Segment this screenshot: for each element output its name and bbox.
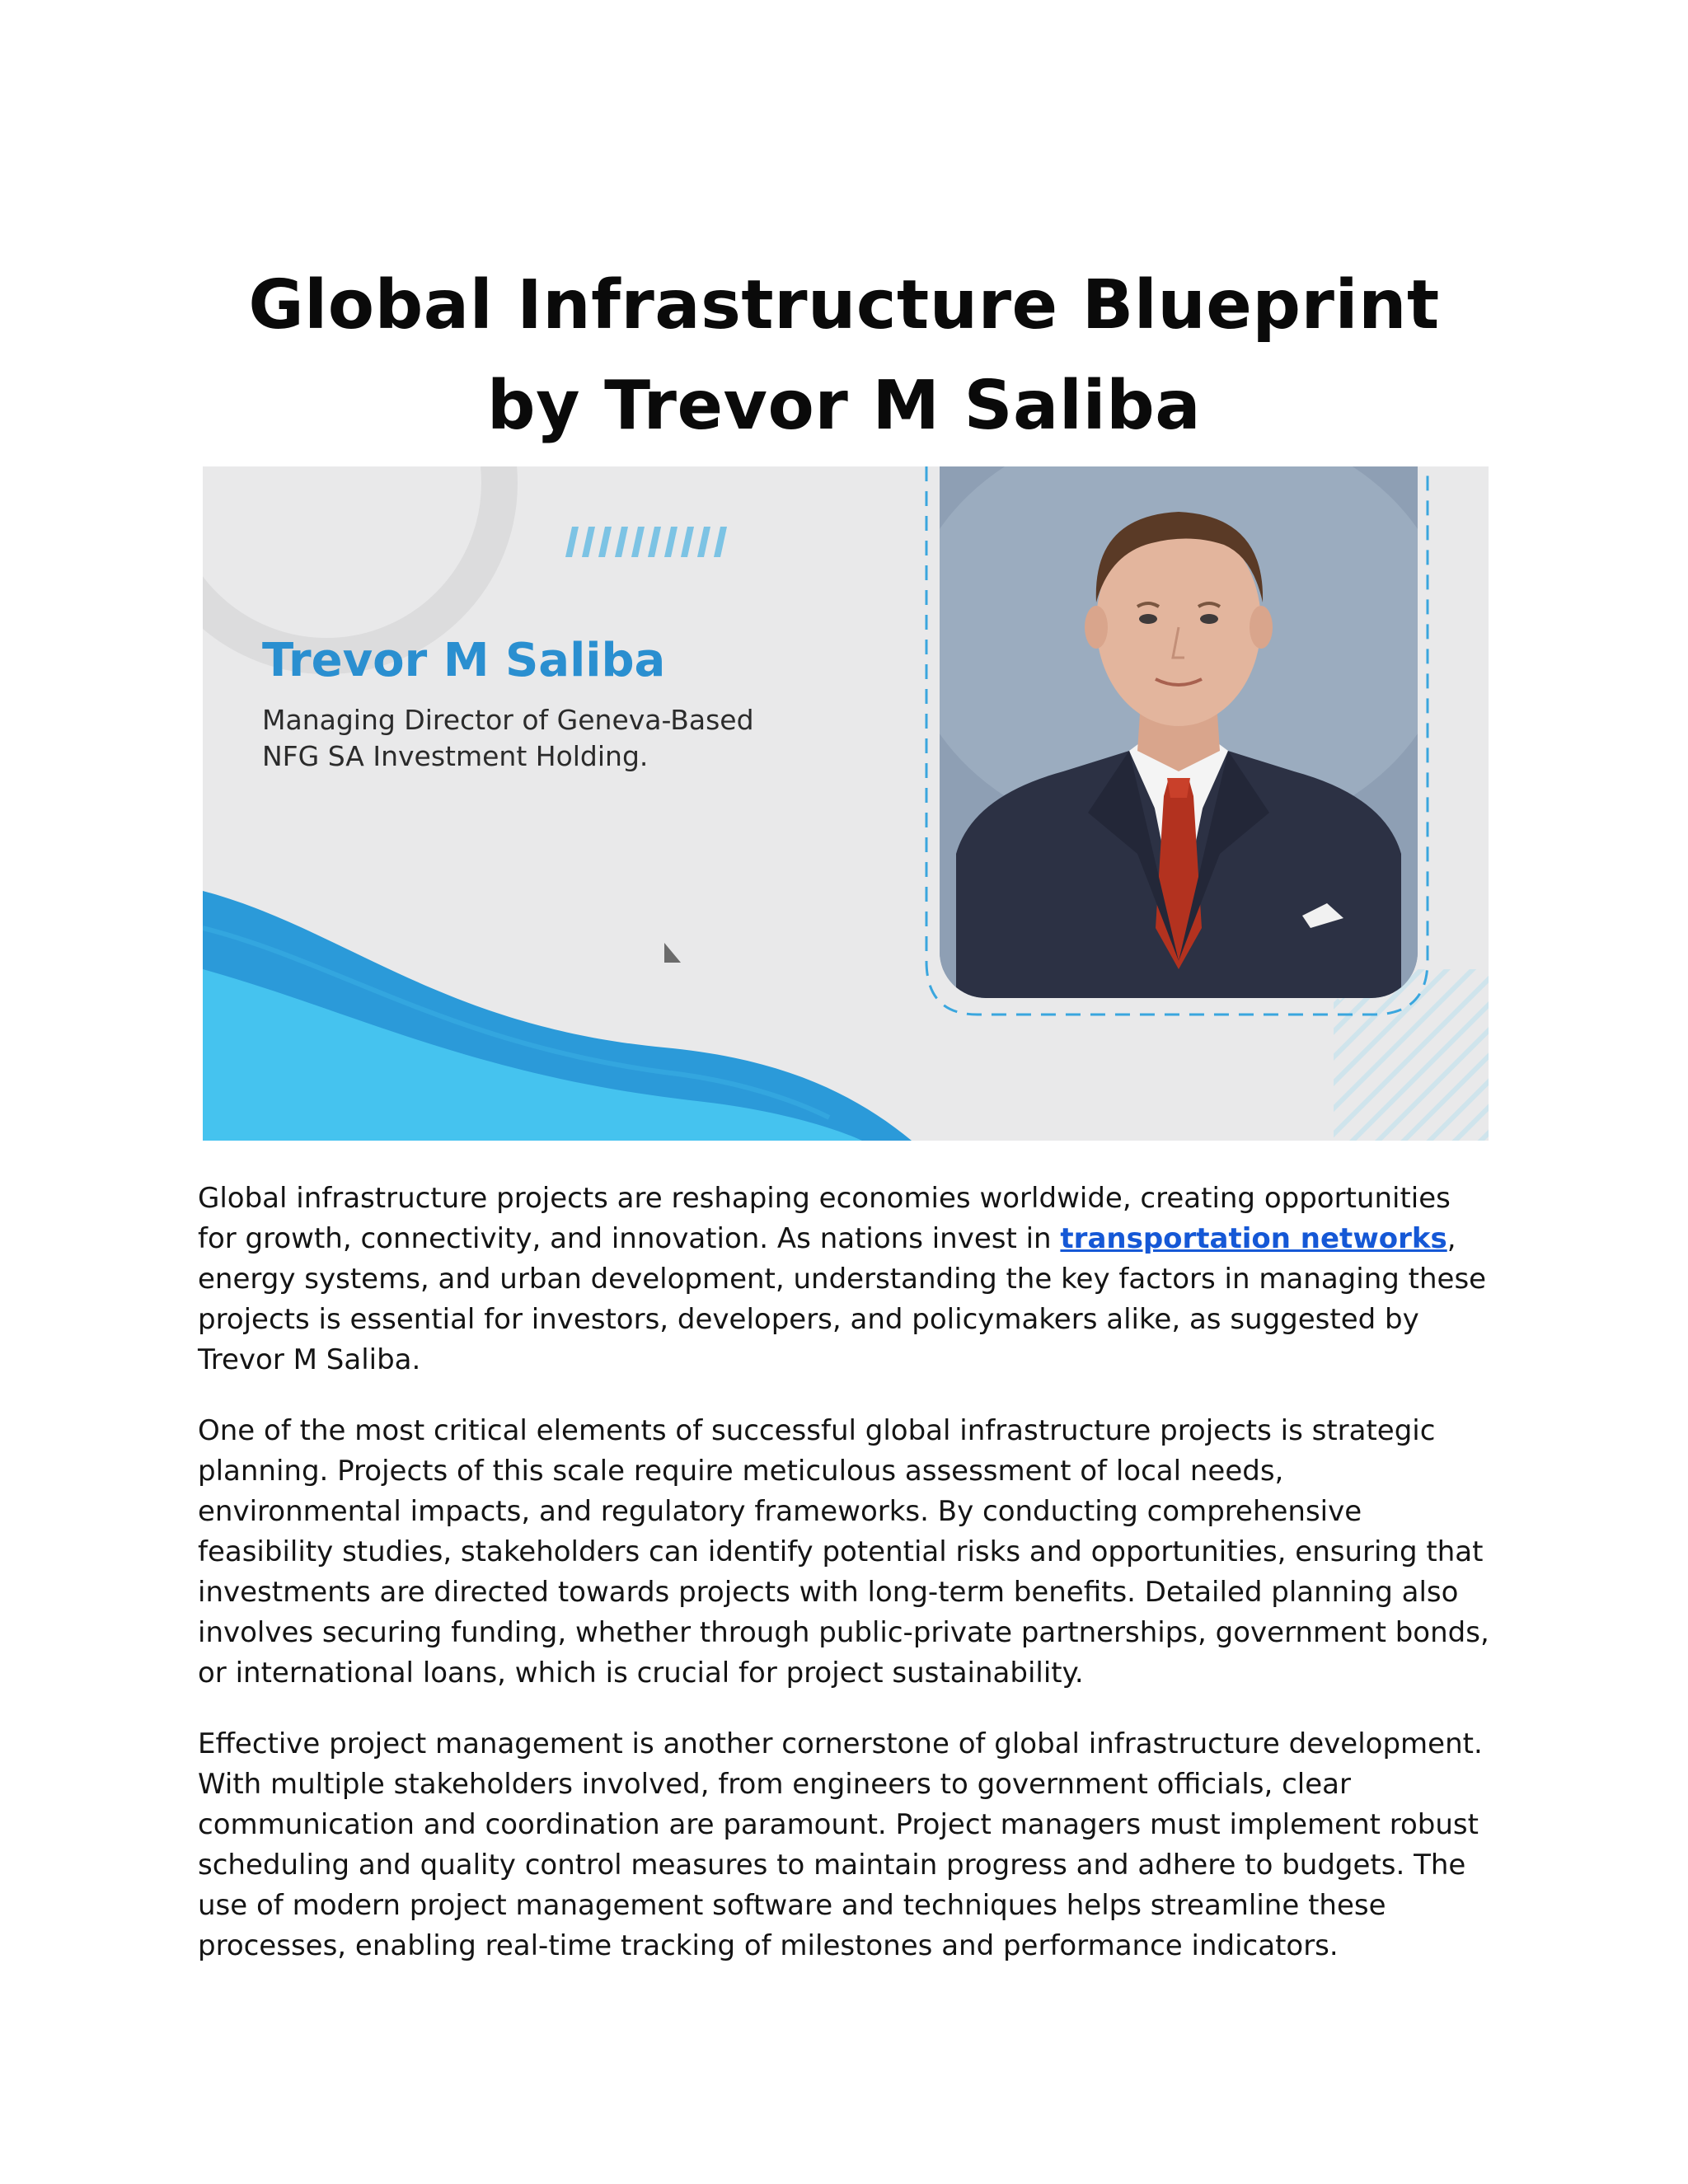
portrait-photo — [940, 466, 1418, 998]
cursor-arrow-icon — [664, 943, 681, 963]
decorative-stripes — [565, 527, 727, 557]
banner-subtitle-line-1: Managing Director of Geneva-Based — [262, 704, 754, 736]
header-banner-image — [203, 466, 1489, 1141]
paragraph-3: Effective project management is another cornerstone of global infrastructure development. With multiple stakeholders involved, from engineers to government officials, clear communication and coordination are paramount. Project managers must implement robust scheduling and quality control measures to maintain progress and adhere to budgets. The use of modern project management software and techniques helps streamline these processes, enabling real-time tracking of milestones and performance indicators. — [198, 1727, 1483, 1962]
banner-subtitle-line-2: NFG SA Investment Holding. — [262, 740, 649, 772]
paragraph-2: One of the most critical elements of successful global infrastructure projects is strategic planning. Projects of this scale require meticulous assessment of local needs, environmental impacts, and regulatory frameworks. By conducting comprehensive feasibility studies, stakeholders can identify potential risks and opportunities, ensuring that investments are directed towards projects with long-term benefits. Detailed planning also involves securing funding, whether through public-private partnerships, government bonds, or international loans, which is crucial for project sustainability. — [198, 1414, 1489, 1690]
article-body — [198, 1179, 1490, 1997]
banner-person-name: Trevor M Saliba — [262, 634, 666, 687]
paragraph-1 — [198, 1179, 1490, 1380]
banner-subtitle — [262, 702, 839, 775]
transportation-networks-link[interactable]: transportation networks — [1060, 1222, 1447, 1255]
decorative-ring — [203, 466, 499, 656]
paragraph-1-text-end: , energy systems, and urban development, understanding the key factors in managing these projects is essential for investors, developers, and policymakers alike, as suggested by Trevor M Saliba. — [198, 1222, 1487, 1376]
document-title: Global Infrastructure Blueprint by Trevor M Saliba — [248, 266, 1440, 445]
paragraph-1-text-start: Global infrastructure projects are reshaping economies worldwide, creating opportunities for growth, connectivity, and innovation. As nations invest in — [198, 1182, 1451, 1255]
